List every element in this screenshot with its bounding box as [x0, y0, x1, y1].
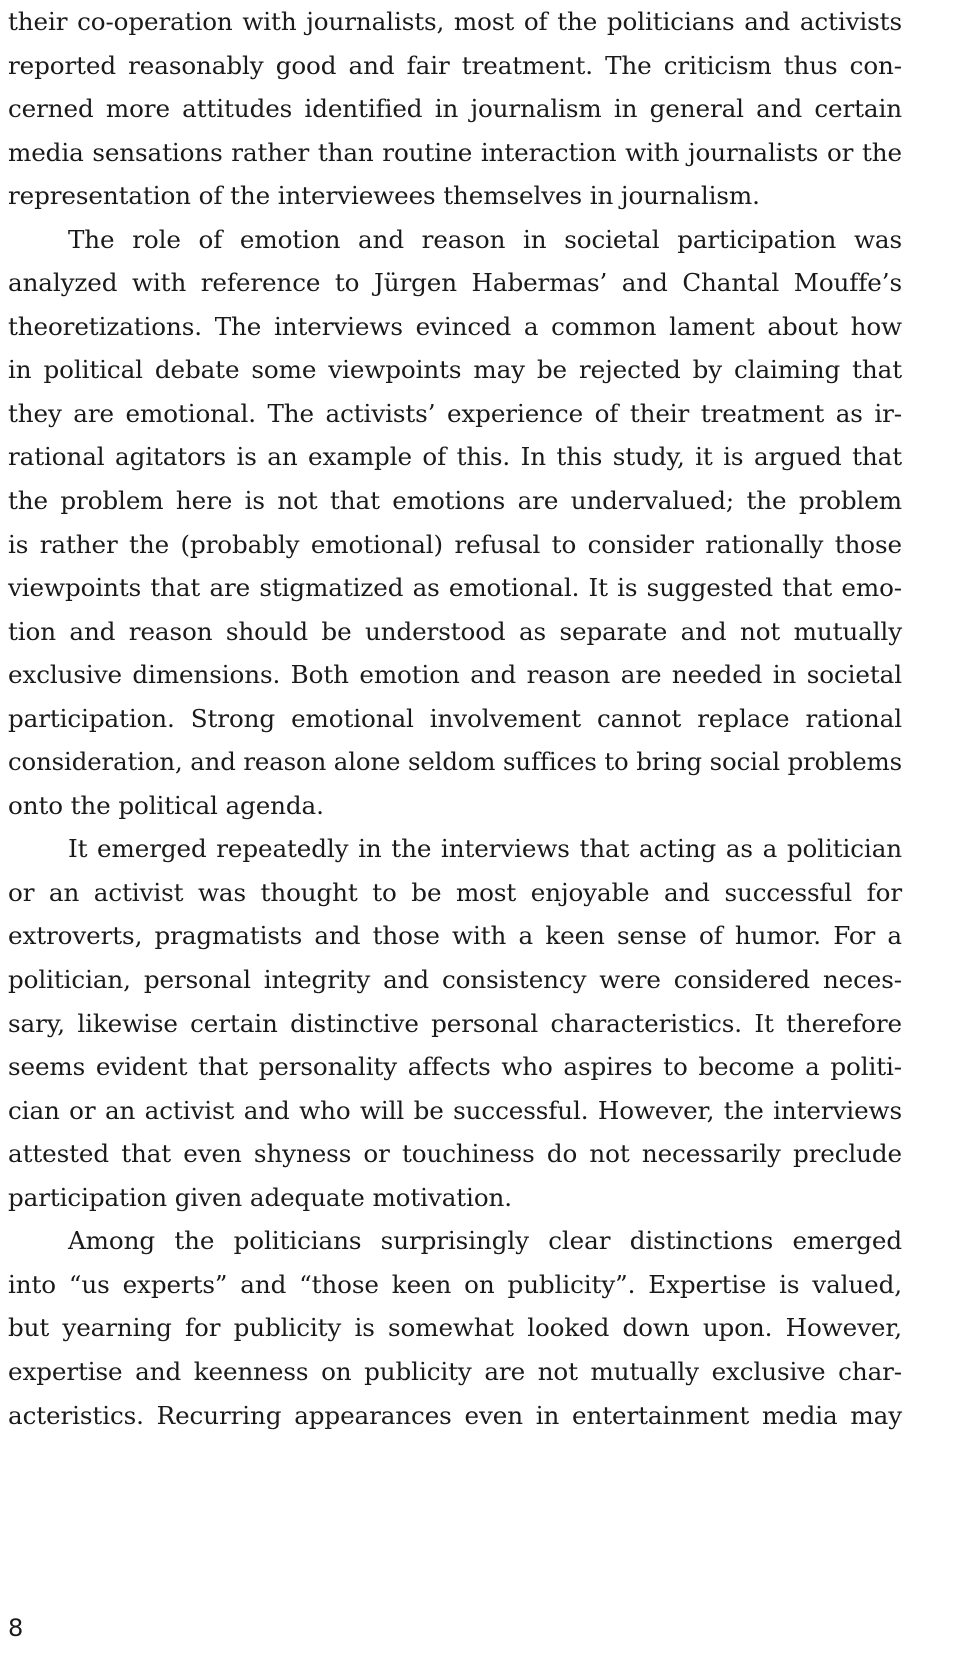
- text-line: but yearning for publicity is somewhat looked down upon. However,: [8, 1313, 902, 1343]
- body-text: [8, 0, 902, 1437]
- text-line: acteristics. Recurring appearances even in entertainment media may: [8, 1400, 902, 1430]
- text-line: viewpoints that are stigmatized as emotional. It is suggested that emo-: [8, 573, 902, 603]
- text-line: Among the politicians surprisingly clear distinctions emerged: [68, 1226, 902, 1256]
- text-line: theoretizations. The interviews evinced a common lament about how: [8, 311, 902, 341]
- text-line: It emerged repeatedly in the interviews that acting as a politician: [68, 834, 902, 864]
- text-line: in political debate some viewpoints may be rejected by claiming that: [8, 355, 902, 385]
- text-line: cerned more attitudes identified in journalism in general and certain: [8, 94, 902, 124]
- text-line: cian or an activist and who will be successful. However, the interviews: [8, 1095, 902, 1125]
- text-line: politician, personal integrity and consistency were considered neces-: [8, 965, 902, 995]
- text-line: representation of the interviewees themselves in journalism.: [8, 181, 760, 211]
- text-line: the problem here is not that emotions are undervalued; the problem: [8, 486, 902, 516]
- text-line: The role of emotion and reason in societal participation was: [68, 224, 902, 254]
- text-line: rational agitators is an example of this. In this study, it is argued that: [8, 442, 902, 472]
- text-line: onto the political agenda.: [8, 790, 324, 820]
- text-line: extroverts, pragmatists and those with a keen sense of humor. For a: [8, 921, 902, 951]
- text-line: reported reasonably good and fair treatment. The criticism thus con-: [8, 50, 902, 80]
- text-line: they are emotional. The activists’ experience of their treatment as ir-: [8, 398, 902, 428]
- text-line: media sensations rather than routine interaction with journalists or the: [8, 137, 902, 167]
- text-line: participation. Strong emotional involvement cannot replace rational: [8, 703, 902, 733]
- text-line: attested that even shyness or touchiness do not necessarily preclude: [8, 1139, 902, 1169]
- text-line: sary, likewise certain distinctive personal characteristics. It therefore: [8, 1008, 902, 1038]
- text-line: into “us experts” and “those keen on publicity”. Expertise is valued,: [8, 1269, 902, 1299]
- text-line: consideration, and reason alone seldom suffices to bring social problems: [8, 747, 902, 777]
- text-line: their co-operation with journalists, most of the politicians and activists: [8, 7, 902, 36]
- text-line: is rather the (probably emotional) refusal to consider rationally those: [8, 529, 902, 559]
- text-line: exclusive dimensions. Both emotion and reason are needed in societal: [8, 660, 902, 690]
- text-line: or an activist was thought to be most enjoyable and successful for: [8, 877, 902, 907]
- text-line: tion and reason should be understood as separate and not mutually: [8, 616, 902, 646]
- text-line: seems evident that personality affects who aspires to become a politi-: [8, 1052, 902, 1082]
- text-line: expertise and keenness on publicity are not mutually exclusive char-: [8, 1356, 902, 1386]
- text-line: analyzed with reference to Jürgen Habermas’ and Chantal Mouffe’s: [8, 268, 902, 298]
- page-number: 8: [8, 1614, 24, 1642]
- text-line: participation given adequate motivation.: [8, 1182, 512, 1212]
